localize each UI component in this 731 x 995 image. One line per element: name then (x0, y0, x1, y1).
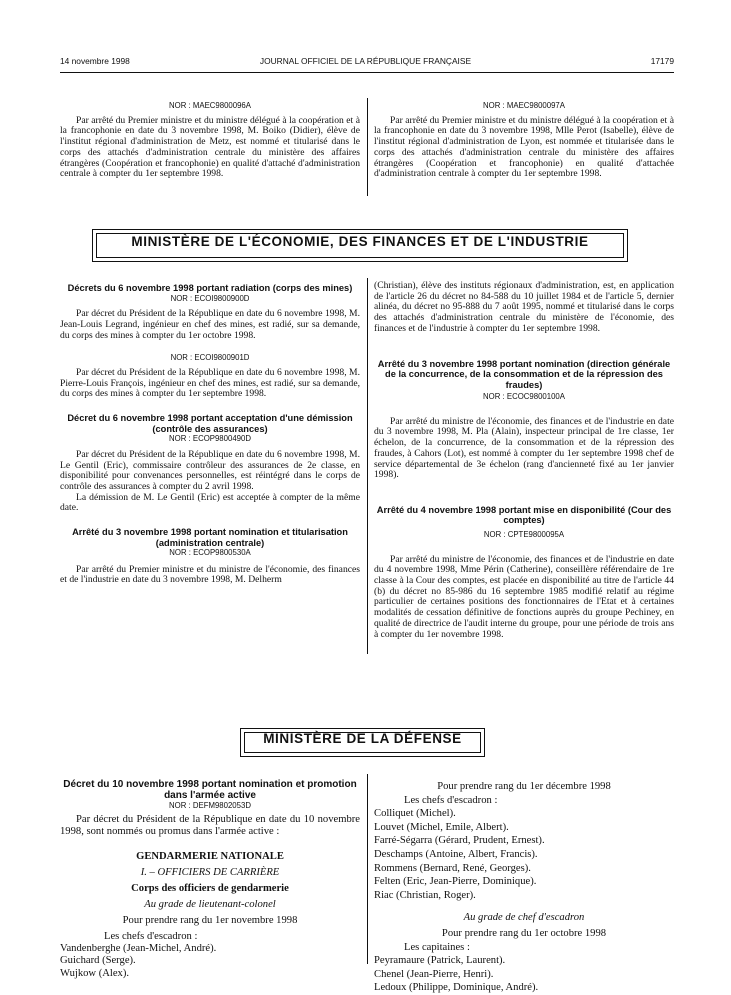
nor-ref: NOR : ECOI9800900D (170, 293, 250, 303)
top-right-article (374, 101, 674, 180)
nor-ref: NOR : ECOI9800901D (170, 353, 250, 363)
ministry-economy-heading: MINISTÈRE DE L'ÉCONOMIE, DES FINANCES ET DE L'INDUSTRIE (92, 229, 628, 262)
decree-text: Par décret du Président de la République en date du 6 novembre 1998, M. Jean-Louis Legrand, ingénieur en chef des mines, est radié, sur sa demande, du corps des mines à compter du 1er octobre 1998. (60, 308, 360, 341)
officer-name: Farré-Ségarra (Gérard, Prudent, Ernest). (374, 835, 545, 847)
rang-line: Pour prendre rang du 1er décembre 1998 (437, 781, 611, 792)
officer-name: Colliquet (Michel). (374, 808, 456, 820)
column-divider (367, 774, 368, 964)
decree-title: Décret du 6 novembre 1998 portant acceptation d'une démission (contrôle des assurances) (67, 413, 353, 434)
article-text: Par arrêté du Premier ministre et du ministre délégué à la coopération et à la francophonie en date du 3 novembre 1998, Mlle Perot (Isabelle), élève de l'institut régional d'administration de Lyon, est nommée et titularisée dans le corps des attachés d'administration centrale du ministère des affaires étrangères (Coopération et francophonie) en qualité d'attachée d'administration centrale à compter du 1er septembre 1998. (374, 114, 674, 180)
decree-title: Arrêté du 3 novembre 1998 portant nomination et titularisation (administration centrale) (72, 527, 348, 548)
nor-ref: NOR : ECOP9800490D (169, 434, 251, 444)
header-rule (60, 72, 674, 73)
economy-left-column (60, 283, 360, 586)
officer-name: Peyramaure (Patrick, Laurent). (374, 955, 506, 967)
officer-name: Rommens (Bernard, René, Georges). (374, 862, 531, 874)
defense-left-column (60, 779, 360, 980)
nor-ref: NOR : CPTE9800095A (483, 529, 565, 539)
officer-name: Ledoux (Philippe, Dominique, André). (374, 982, 539, 994)
rang-line: Pour prendre rang du 1er novembre 1998 (122, 915, 298, 927)
top-left-article (60, 101, 360, 180)
header-journal-title: JOURNAL OFFICIEL DE LA RÉPUBLIQUE FRANÇAISE (259, 56, 472, 66)
decree-text: Par décret du Président de la République en date du 10 novembre 1998, sont nommés ou promus dans l'armée active : (60, 813, 360, 838)
chefs-heading: Les chefs d'escadron : (404, 794, 498, 806)
grade-heading: Au grade de lieutenant-colonel (144, 898, 276, 910)
header-page-number: 17179 (650, 56, 674, 66)
rang-line: Pour prendre rang du 1er octobre 1998 (441, 927, 607, 939)
decree-text: Par arrêté du ministre de l'économie, des finances et de l'industrie en date du 4 novembre 1998, Mme Périn (Catherine), conseillère référendaire de 1re classe à la Cour des comptes, est placée en disponibilité au titre de l'article 44 (b) du décret no 85-986 du 16 septembre 1985 modifié relatif au régime particulier de certaines positions des fonctionnaires de l'Etat et à certaines modalités de cessation définitive de fonctions auprès du groupe Pechiney, en qualité de directrice de l'audit interne du groupe, pour une période de trois ans à compter du 1er novembre 1998. (374, 553, 674, 640)
decree-title: Arrêté du 4 novembre 1998 portant mise en disponibilité (Cour des comptes) (376, 504, 672, 526)
nor-ref: NOR : ECOC9800100A (483, 392, 565, 402)
decree-title: Arrêté du 3 novembre 1998 portant nomination (direction générale de la concurrence, de la consommation et de la répression des fraudes) (377, 358, 671, 390)
nor-ref: NOR : MAEC9800096A (169, 101, 251, 110)
officer-name: Vandenberghe (Jean-Michel, André). (60, 942, 217, 954)
defense-right-column (374, 780, 674, 995)
officer-name: Wujkow (Alex). (60, 967, 130, 979)
nor-ref: NOR : DEFM9802053D (169, 801, 251, 810)
decree-title: Décret du 10 novembre 1998 portant nomination et promotion dans l'armée active (63, 779, 357, 801)
nor-ref: NOR : ECOP9800530A (169, 548, 251, 558)
economy-right-column (374, 281, 674, 640)
section-officers: I. – OFFICIERS DE CARRIÈRE (140, 866, 280, 878)
officer-name: Chenel (Jean-Pierre, Henri). (374, 968, 494, 980)
column-divider (367, 98, 368, 196)
section-gendarmerie: GENDARMERIE NATIONALE (136, 850, 284, 862)
decree-text: Par arrêté du ministre de l'économie, des finances et de l'industrie en date du 3 novembre 1998, M. Pla (Alain), inspecteur principal de 1re classe, 1er échelon, de la concurrence, de la consommation et de la répression des fraudes, à Cahors (Lot), est nommé à compter du 1er septembre 1998 chef de service départemental de 3e échelon (rang d'ancienneté fixé au 1er janvier 1998). (374, 415, 674, 481)
decree-text: Par arrêté du Premier ministre et du ministre de l'économie, des finances et de l'industrie en date du 3 novembre 1998, M. Delherm (60, 563, 360, 586)
article-text: Par arrêté du Premier ministre et du ministre délégué à la coopération et à la francophonie en date du 3 novembre 1998, M. Boiko (Didier), élève de l'institut régional d'administration de Metz, est nommé et titularisé dans le corps des attachés d'administration centrale du ministère des affaires étrangères (Coopération et francophonie) en qualité d'attaché d'administration centrale à compter du 1er septembre 1998. (60, 114, 360, 180)
section-corps: Corps des officiers de gendarmerie (131, 883, 289, 895)
officer-name: Riac (Christian, Roger). (374, 889, 476, 901)
nor-ref: NOR : MAEC9800097A (483, 101, 565, 110)
decree-text: Par décret du Président de la République en date du 6 novembre 1998, M. Le Gentil (Eric), commissaire contrôleur des assurances de 2e classe, en disponibilité pour convenances personnelles, est réintégré dans le corps de contrôle des assurances à compter du 2 avril 1998. (60, 448, 360, 492)
chefs-heading: Les chefs d'escadron : (104, 930, 198, 942)
column-divider (367, 278, 368, 654)
decree-title: Décrets du 6 novembre 1998 portant radiation (corps des mines) (67, 283, 353, 293)
ministry-defense-heading: MINISTÈRE DE LA DÉFENSE (240, 728, 485, 757)
decree-text: La démission de M. Le Gentil (Eric) est acceptée à compter de la même date. (60, 491, 360, 514)
decree-text: (Christian), élève des instituts régionaux d'administration, est, en application de l'article 26 du décret no 84-588 du 10 juillet 1984 et de l'article 5, dernier alinéa, du décret no 95-888 du 7 août 1995, nommé et titularisé dans le corps des attachés d'administration centrale du ministère de l'économie, des finances et de l'industrie à compter du 1er septembre 1998. (374, 280, 674, 334)
decree-text: Par décret du Président de la République en date du 6 novembre 1998, M. Pierre-Louis François, ingénieur en chef des mines, est radié, sur sa demande, du corps des mines à compter du 1er septembre 1998. (60, 367, 360, 400)
grade-heading: Au grade de chef d'escadron (463, 912, 585, 924)
officer-name: Deschamps (Antoine, Albert, Francis). (374, 848, 538, 860)
officer-name: Guichard (Serge). (60, 955, 136, 967)
officer-name: Louvet (Michel, Emile, Albert). (374, 821, 509, 833)
captains-heading: Les capitaines : (404, 941, 470, 953)
header-date: 14 novembre 1998 (60, 56, 130, 66)
officer-name: Felten (Eric, Jean-Pierre, Dominique). (374, 876, 537, 888)
